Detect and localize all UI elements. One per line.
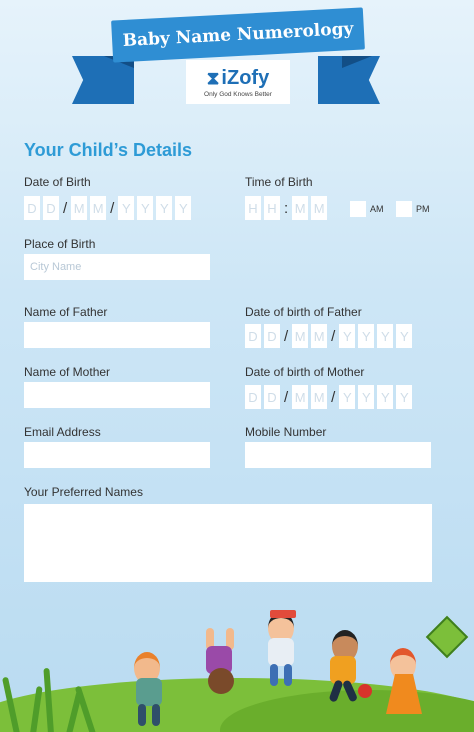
dob-label: Date of Birth bbox=[24, 175, 91, 189]
mother-dob-input-group bbox=[245, 385, 412, 409]
logo-tagline: Only God Knows Better bbox=[204, 90, 272, 98]
mother-dob-label: Date of birth of Mother bbox=[245, 365, 365, 379]
father-dob-month-1[interactable]: M bbox=[292, 324, 308, 348]
father-dob-sep-1: / bbox=[284, 327, 289, 345]
dob-month-1[interactable]: M bbox=[71, 196, 87, 220]
am-checkbox[interactable] bbox=[350, 201, 366, 217]
kid-illustration bbox=[380, 648, 430, 728]
father-dob-input-group bbox=[245, 324, 412, 348]
mother-dob-month-1[interactable]: M bbox=[292, 385, 308, 409]
email-input[interactable] bbox=[24, 442, 210, 468]
kid-illustration bbox=[126, 652, 186, 728]
father-dob-year-3[interactable]: Y bbox=[377, 324, 393, 348]
mother-dob-month-2[interactable]: M bbox=[311, 385, 327, 409]
mother-dob-year-1[interactable]: Y bbox=[339, 385, 355, 409]
mother-dob-year-2[interactable]: Y bbox=[358, 385, 374, 409]
kite-icon bbox=[426, 616, 468, 658]
mother-dob-year-4[interactable]: Y bbox=[396, 385, 412, 409]
tob-min-1[interactable]: M bbox=[292, 196, 308, 220]
pob-label: Place of Birth bbox=[24, 237, 96, 251]
izofy-logo bbox=[186, 60, 290, 104]
book-icon bbox=[270, 610, 296, 618]
mother-dob-year-3[interactable]: Y bbox=[377, 385, 393, 409]
tob-input-group bbox=[245, 196, 327, 220]
mother-name-label: Name of Mother bbox=[24, 365, 111, 379]
dob-year-4[interactable]: Y bbox=[175, 196, 191, 220]
father-name-label: Name of Father bbox=[24, 305, 108, 319]
logo-name: iZofy bbox=[221, 66, 270, 89]
am-option bbox=[350, 201, 384, 217]
dob-input-group bbox=[24, 196, 191, 220]
preferred-names-label: Your Preferred Names bbox=[24, 485, 143, 499]
am-label: AM bbox=[370, 204, 384, 214]
dob-sep-2: / bbox=[110, 199, 115, 217]
mother-dob-day-2[interactable]: D bbox=[264, 385, 280, 409]
father-dob-year-1[interactable]: Y bbox=[339, 324, 355, 348]
ball-icon bbox=[358, 684, 372, 698]
father-dob-year-4[interactable]: Y bbox=[396, 324, 412, 348]
tob-colon: : bbox=[284, 199, 289, 217]
mother-dob-day-1[interactable]: D bbox=[245, 385, 261, 409]
pm-label: PM bbox=[416, 204, 430, 214]
father-dob-year-2[interactable]: Y bbox=[358, 324, 374, 348]
kid-illustration bbox=[196, 628, 248, 694]
father-dob-day-1[interactable]: D bbox=[245, 324, 261, 348]
father-name-input[interactable] bbox=[24, 322, 210, 348]
dob-year-2[interactable]: Y bbox=[137, 196, 153, 220]
dob-day-2[interactable]: D bbox=[43, 196, 59, 220]
dob-month-2[interactable]: M bbox=[90, 196, 106, 220]
preferred-names-textarea[interactable] bbox=[24, 504, 432, 582]
pm-checkbox[interactable] bbox=[396, 201, 412, 217]
mobile-label: Mobile Number bbox=[245, 425, 327, 439]
dob-sep-1: / bbox=[63, 199, 68, 217]
father-dob-day-2[interactable]: D bbox=[264, 324, 280, 348]
banner-title: Baby Name Numerology bbox=[122, 18, 354, 52]
dob-day-1[interactable]: D bbox=[24, 196, 40, 220]
title-banner bbox=[111, 7, 365, 62]
pob-input[interactable]: City Name bbox=[24, 254, 210, 280]
father-dob-sep-2: / bbox=[331, 327, 336, 345]
mother-dob-sep-1: / bbox=[284, 388, 289, 406]
mother-dob-sep-2: / bbox=[331, 388, 336, 406]
pm-option bbox=[396, 201, 430, 217]
tob-hour-2[interactable]: H bbox=[264, 196, 280, 220]
email-label: Email Address bbox=[24, 425, 101, 439]
hourglass-icon: ⧗ bbox=[206, 67, 220, 88]
kid-illustration bbox=[260, 612, 306, 692]
tob-hour-1[interactable]: H bbox=[245, 196, 261, 220]
tob-min-2[interactable]: M bbox=[311, 196, 327, 220]
dob-year-1[interactable]: Y bbox=[118, 196, 134, 220]
mobile-input[interactable] bbox=[245, 442, 431, 468]
page-title: Your Child’s Details bbox=[24, 140, 193, 160]
mother-name-input[interactable] bbox=[24, 382, 210, 408]
dob-year-3[interactable]: Y bbox=[156, 196, 172, 220]
father-dob-label: Date of birth of Father bbox=[245, 305, 362, 319]
father-dob-month-2[interactable]: M bbox=[311, 324, 327, 348]
tob-label: Time of Birth bbox=[245, 175, 313, 189]
